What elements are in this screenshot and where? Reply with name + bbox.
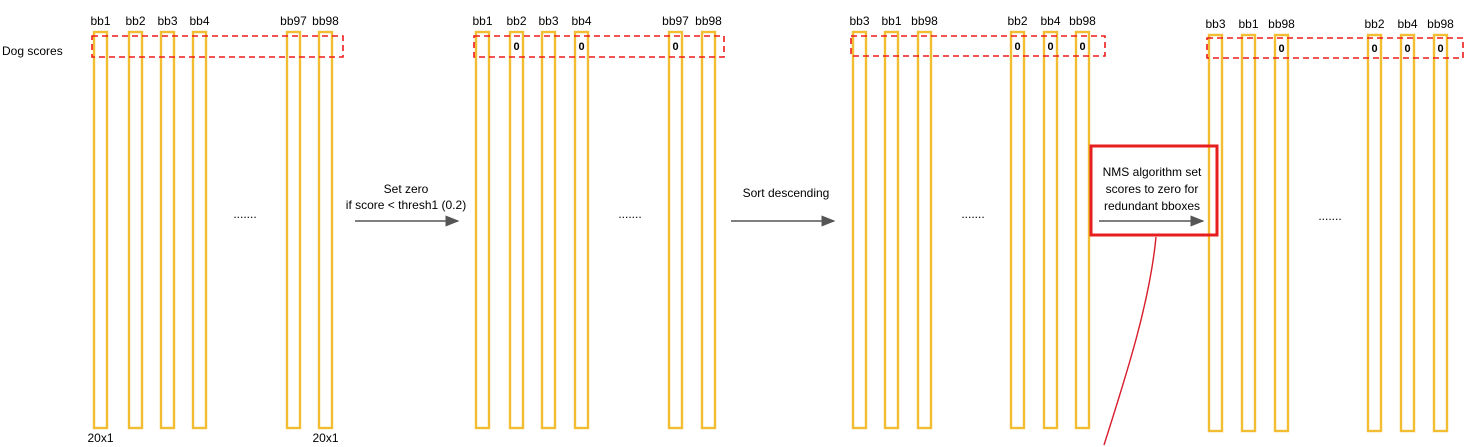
bbox-label-bb4: bb4 (571, 14, 592, 28)
zero-score-bb2: 0 (513, 41, 520, 53)
bbox-label-bb4: bb4 (189, 14, 210, 28)
dimension-label: 20x1 (87, 431, 114, 445)
bbox-label-bb1: bb1 (90, 14, 111, 28)
ellipsis: ....... (618, 207, 642, 221)
score-bar-bb4 (1044, 32, 1057, 428)
score-bar-bb1 (94, 32, 107, 428)
zero-score-bb98: 0 (1437, 43, 1444, 55)
score-bar-bb3 (542, 32, 555, 428)
score-row-box (851, 36, 1105, 56)
ellipsis: ....... (961, 207, 985, 221)
zero-score-bb97: 0 (672, 41, 679, 53)
score-bar-bb2 (1368, 35, 1381, 431)
score-bar-bb1 (476, 32, 489, 428)
score-bar-bb2 (129, 32, 142, 428)
transition-label-line: Set zero (383, 182, 429, 196)
transition-label-line: if score < thresh1 (0.2) (345, 198, 467, 212)
bbox-label-bb98: bb98 (312, 14, 339, 28)
score-bar-bb97 (669, 32, 682, 428)
score-bar-bb3 (161, 32, 174, 428)
stages-layer (87, 14, 1463, 445)
stage-thresholded (472, 14, 724, 428)
score-bar-bb98 (319, 32, 332, 428)
dimension-label: 20x1 (312, 431, 339, 445)
bbox-label-bb4: bb4 (1040, 14, 1061, 28)
score-bar-bb3 (853, 32, 866, 428)
zero-score-bb4: 0 (1404, 43, 1411, 55)
bbox-label-bb1: bb1 (881, 14, 902, 28)
score-bar-bb98 (1434, 35, 1447, 431)
bbox-label-bb98: bb98 (1427, 17, 1454, 31)
zero-score-bb2: 0 (1371, 43, 1378, 55)
bbox-label-bb98: bb98 (695, 14, 722, 28)
score-bar-bb1 (1242, 35, 1255, 431)
transition-label-line: scores to zero for (1105, 182, 1199, 196)
bbox-label-bb3: bb3 (1205, 17, 1226, 31)
transition-sort (731, 186, 834, 221)
stage-initial (87, 14, 343, 445)
score-bar-bb1 (885, 32, 898, 428)
score-bar-bb98 (702, 32, 715, 428)
transition-label-line: redundant bboxes (1103, 199, 1201, 213)
bbox-label-bb3: bb3 (157, 14, 178, 28)
bbox-label-bb2: bb2 (506, 14, 527, 28)
bbox-label-bb97: bb97 (662, 14, 689, 28)
bbox-label-bb3: bb3 (849, 14, 870, 28)
zero-score-bb4: 0 (1047, 41, 1054, 53)
zero-score-bb98: 0 (1278, 43, 1285, 55)
bbox-label-bb2: bb2 (125, 14, 146, 28)
bbox-label-bb1: bb1 (472, 14, 493, 28)
score-bar-bb98 (1275, 35, 1288, 431)
score-bar-bb98 (918, 32, 931, 428)
bbox-label-bb4: bb4 (1397, 17, 1418, 31)
zero-score-bb2: 0 (1014, 41, 1021, 53)
transition-label-line: Sort descending (742, 186, 830, 200)
bbox-label-bb98: bb98 (1069, 14, 1096, 28)
pointer-line (1104, 237, 1156, 445)
bbox-label-bb3: bb3 (538, 14, 559, 28)
ellipsis: ....... (233, 207, 257, 221)
bbox-label-bb98: bb98 (911, 14, 938, 28)
score-bar-bb98 (1076, 32, 1089, 428)
ellipsis: ....... (1318, 209, 1342, 223)
score-bar-bb4 (575, 32, 588, 428)
transition-label-line: NMS algorithm set (1102, 165, 1202, 179)
bbox-label-bb1: bb1 (1238, 17, 1259, 31)
score-row-box (1207, 38, 1463, 58)
score-bar-bb97 (287, 32, 300, 428)
bbox-label-bb98: bb98 (1268, 17, 1295, 31)
score-bar-bb4 (1401, 35, 1414, 431)
score-bar-bb2 (510, 32, 523, 428)
zero-score-bb98: 0 (1079, 41, 1086, 53)
stage-sorted (849, 14, 1105, 428)
score-bar-bb4 (193, 32, 206, 428)
transition-threshold (346, 182, 466, 221)
score-bar-bb2 (1011, 32, 1024, 428)
row-label-dog-scores: Dog scores (2, 44, 63, 58)
stage-after-nms (1205, 17, 1463, 431)
bbox-label-bb97: bb97 (280, 14, 307, 28)
bbox-label-bb2: bb2 (1007, 14, 1028, 28)
score-row-box (474, 36, 724, 57)
transition-nms (1091, 146, 1217, 445)
bbox-label-bb2: bb2 (1364, 17, 1385, 31)
zero-score-bb4: 0 (578, 41, 585, 53)
